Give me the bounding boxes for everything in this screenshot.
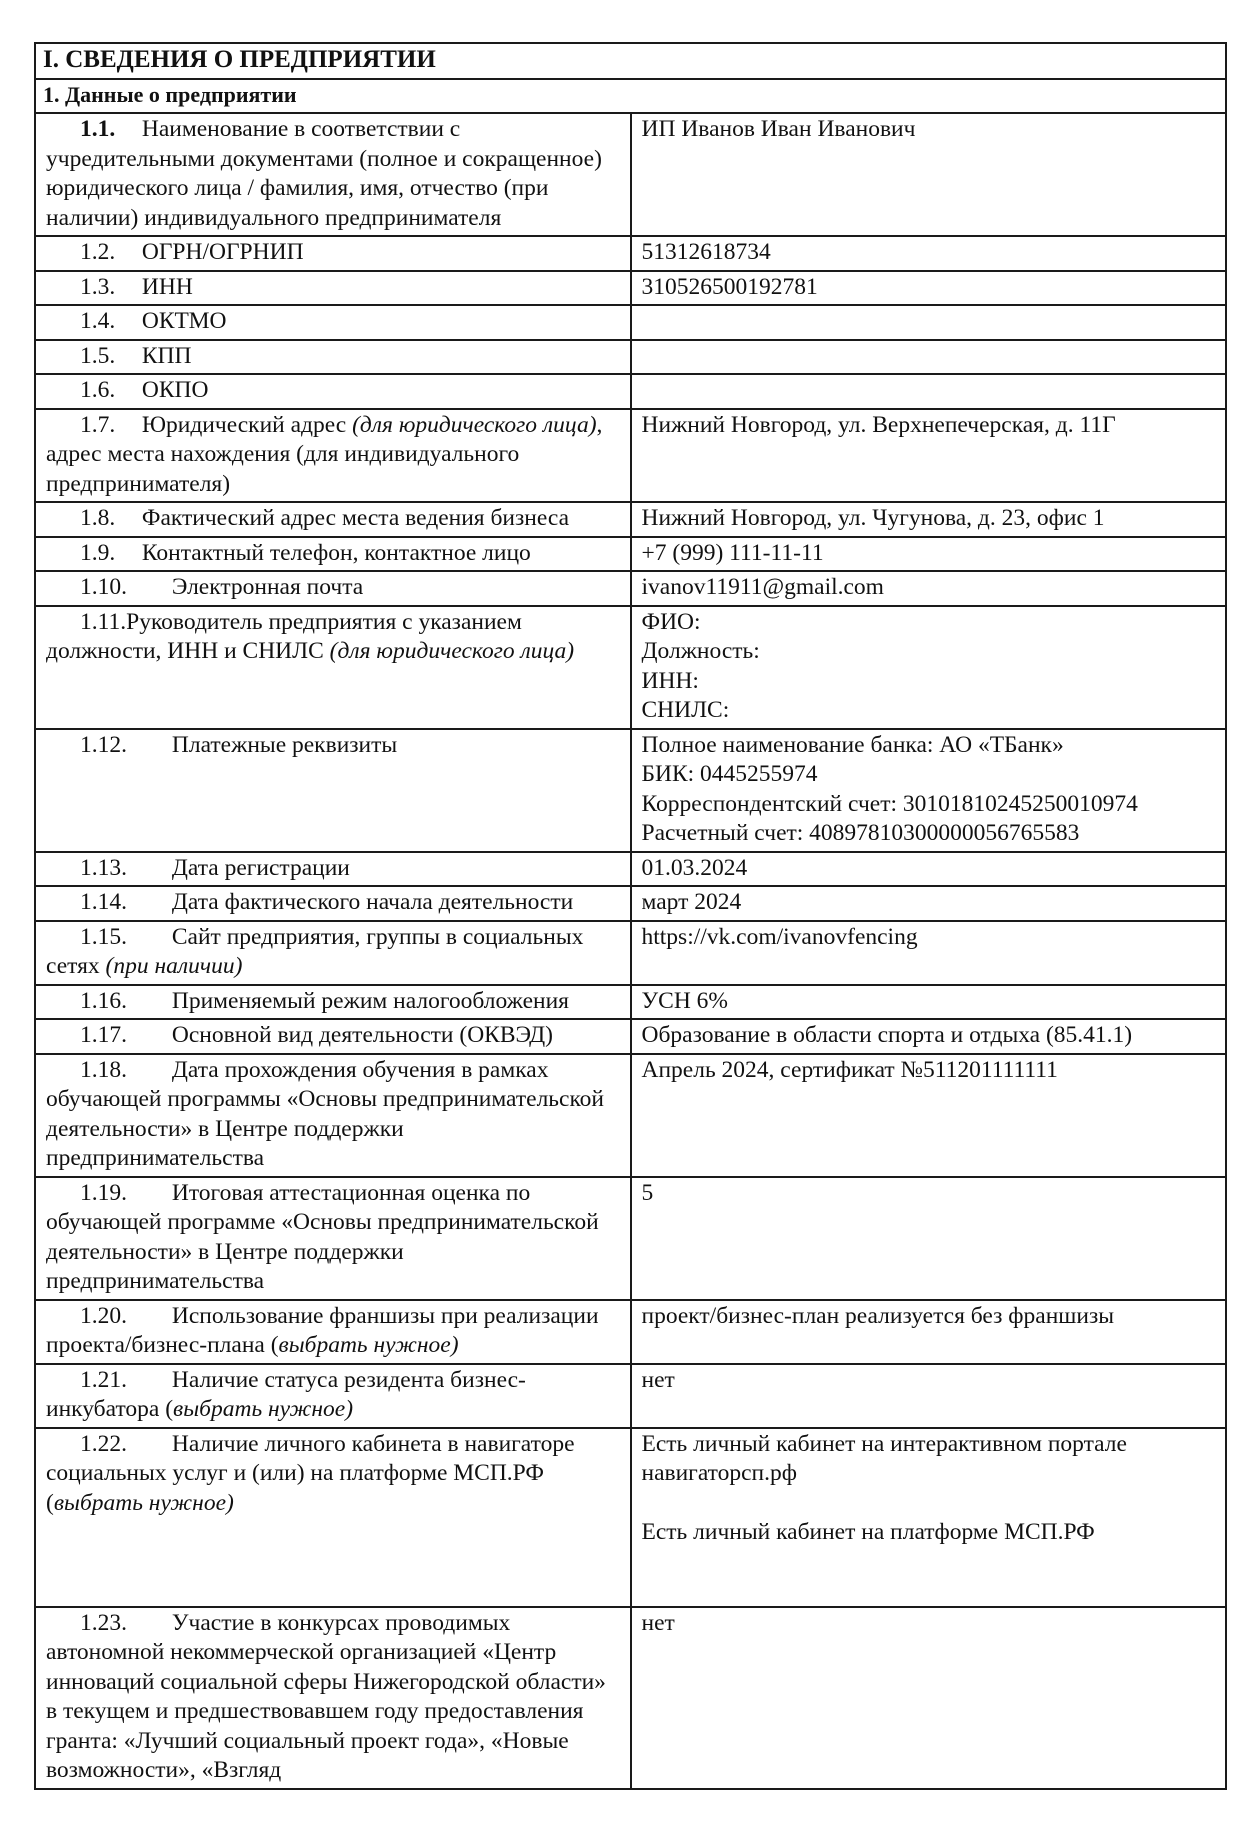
row-value: Апрель 2024, сертификат №511201111111: [631, 1054, 1227, 1177]
row-number: 1.4.: [80, 308, 116, 334]
value-line: СНИЛС:: [641, 697, 730, 723]
section-header-row: [35, 43, 1226, 79]
row-label-italic: выбрать нужное): [278, 1332, 459, 1358]
row-number: 1.5.: [80, 342, 116, 369]
table-row: [35, 1054, 1226, 1177]
row-value: +7 (999) 111-11-11: [631, 537, 1227, 572]
row-value: Образование в области спорта и отдыха (85.41.1): [631, 1019, 1227, 1054]
row-label-text: Юридический адрес: [141, 411, 353, 438]
row-label-text: Использование франшизы при реализации проекта/бизнес-плана (: [46, 1302, 599, 1358]
row-value: нет: [631, 1607, 1227, 1789]
row-number: 1.8.: [80, 505, 116, 531]
row-label-text: Руководитель предприятия с указанием должности, ИНН и СНИЛС: [46, 608, 522, 664]
row-value: Нижний Новгород, ул. Чугунова, д. 23, офис 1: [631, 502, 1227, 537]
row-number: 1.10.: [80, 574, 127, 600]
row-label-italic: выбрать нужное): [53, 1489, 234, 1516]
row-label-text: Наличие статуса резидента бизнес-инкубатора (: [46, 1366, 526, 1422]
row-label-text: Электронная почта: [171, 574, 364, 600]
row-number: 1.6.: [80, 377, 116, 403]
value-line: БИК: 0445255974: [641, 761, 818, 787]
row-value: [631, 1428, 1227, 1607]
table-row: [35, 236, 1226, 271]
row-label-text: Итоговая аттестационная оценка по обучающей программе «Основы предпринимательской деятельности» в Центре поддержки предпринимательства: [46, 1179, 599, 1294]
row-label-text: ОКТМО: [141, 308, 227, 334]
table-row: [35, 374, 1226, 409]
row-value: ivanov11911@gmail.com: [631, 571, 1227, 606]
row-value: Нижний Новгород, ул. Верхнепечерская, д. 11Г: [631, 409, 1227, 503]
row-number: 1.17.: [80, 1022, 127, 1048]
row-value: проект/бизнес-план реализуется без франшизы: [631, 1300, 1227, 1364]
table-row: [35, 502, 1226, 537]
value-line: Расчетный счет: 40897810300000056765583: [641, 820, 1080, 846]
row-value: 310526500192781: [631, 271, 1227, 306]
row-number: 1.7.: [80, 411, 116, 438]
document-page: [34, 42, 1227, 1790]
table-row: [35, 537, 1226, 572]
row-label-text: Дата прохождения обучения в рамках обучающей программы «Основы предпринимательской деятельности» в Центре поддержки предпринимательства: [46, 1056, 604, 1171]
row-label-text: Фактический адрес места ведения бизнеса: [141, 505, 570, 531]
subsection-header-row: [35, 79, 1226, 114]
table-row: [35, 729, 1226, 852]
row-label-italic: (для юридического лица): [352, 411, 597, 438]
row-value: [631, 374, 1227, 409]
row-number: 1.16.: [80, 987, 127, 1014]
row-number: 1.20.: [80, 1302, 127, 1329]
row-number: 1.22.: [80, 1430, 127, 1457]
row-label-text: Наличие личного кабинета в навигаторе социальных услуг и (или) на платформе МСП.РФ (: [46, 1430, 575, 1516]
table-row: [35, 571, 1226, 606]
subsection-title: 1. Данные о предприятии: [43, 81, 297, 107]
row-label-text: Наименование в соответствии с учредительными документами (полное и сокращенное) юридического лица / фамилия, имя, отчество (при наличии) индивидуального предпринимателя: [46, 116, 602, 231]
row-value: 5: [631, 1177, 1227, 1300]
row-label-text: Контактный телефон, контактное лицо: [141, 539, 531, 566]
row-value: 51312618734: [631, 236, 1227, 271]
table-row: [35, 985, 1226, 1020]
row-number: 1.1.: [80, 116, 116, 142]
enterprise-info-table: [34, 42, 1227, 1790]
row-number: 1.2.: [80, 239, 116, 265]
row-number: 1.9.: [80, 539, 116, 566]
row-value: https://vk.com/ivanovfencing: [631, 921, 1227, 985]
row-label-text-end: , адрес места нахождения (для индивидуального предпринимателя): [46, 411, 603, 497]
table-row: [35, 340, 1226, 375]
value-line: ФИО:: [641, 608, 701, 635]
value-line: Есть личный кабинет на платформе МСП.РФ: [641, 1519, 1095, 1545]
row-label-text: Дата регистрации: [171, 854, 350, 881]
value-line: Есть личный кабинет на интерактивном портале навигаторсп.рф: [641, 1430, 1127, 1486]
row-label-text: ИНН: [141, 273, 193, 300]
row-number: 1.18.: [80, 1056, 127, 1083]
row-number: 1.23.: [80, 1609, 127, 1636]
row-number: 1.14.: [80, 889, 127, 915]
row-label-italic: (при наличии): [105, 953, 243, 979]
row-label-text: ОКПО: [141, 377, 209, 403]
table-row: [35, 271, 1226, 306]
value-line: Полное наименование банка: АО «ТБанк»: [641, 731, 1064, 758]
row-label-text: Сайт предприятия, группы в социальных сетях: [46, 923, 584, 979]
row-label-text: Платежные реквизиты: [171, 731, 398, 758]
table-row: [35, 886, 1226, 921]
row-value: март 2024: [631, 886, 1227, 921]
row-value: 01.03.2024: [631, 852, 1227, 887]
table-row: [35, 409, 1226, 503]
row-number: 1.12.: [80, 731, 127, 758]
table-row: [35, 305, 1226, 340]
row-value: [631, 305, 1227, 340]
row-number: 1.11.: [80, 608, 127, 635]
table-row: [35, 606, 1226, 729]
row-label-text: Основной вид деятельности (ОКВЭД): [171, 1022, 553, 1048]
row-number: 1.19.: [80, 1179, 127, 1206]
table-row: [35, 1019, 1226, 1054]
section-title: I. СВЕДЕНИЯ О ПРЕДПРИЯТИИ: [43, 46, 436, 73]
table-row: [35, 1428, 1226, 1607]
row-label: [35, 113, 631, 236]
row-value: ИП Иванов Иван Иванович: [631, 113, 1227, 236]
row-value: [631, 729, 1227, 852]
value-line: Должность:: [641, 638, 760, 664]
table-row: [35, 1300, 1226, 1364]
row-label-text: Дата фактического начала деятельности: [171, 889, 574, 915]
table-row: [35, 852, 1226, 887]
table-row: [35, 1364, 1226, 1428]
value-line: Корреспондентский счет: 30101810245250010974: [641, 790, 1138, 817]
row-number: 1.15.: [80, 923, 127, 950]
row-number: 1.21.: [80, 1366, 127, 1393]
row-value: [631, 606, 1227, 729]
row-label-text: КПП: [141, 342, 192, 369]
row-label-text: Применяемый режим налогообложения: [171, 987, 569, 1014]
row-label-italic: (для юридического лица): [329, 638, 575, 664]
value-line: ИНН:: [641, 667, 699, 694]
table-row: [35, 1177, 1226, 1300]
row-number: 1.3.: [80, 273, 116, 300]
table-row: [35, 113, 1226, 236]
table-row: [35, 921, 1226, 985]
row-value: [631, 340, 1227, 375]
row-label-italic: выбрать нужное): [173, 1396, 354, 1422]
row-number: 1.13.: [80, 854, 127, 881]
row-label-text: ОГРН/ОГРНИП: [141, 239, 304, 265]
row-value: нет: [631, 1364, 1227, 1428]
table-row: [35, 1607, 1226, 1789]
row-value: УСН 6%: [631, 985, 1227, 1020]
row-label-text: Участие в конкурсах проводимых автономной некоммерческой организацией «Центр инноваций социальной сферы Нижегородской области» в текущем и предшествовавшем году предоставления гранта: «Лучший социальный проект года», «Новые возможности», «Взгляд: [46, 1609, 606, 1783]
